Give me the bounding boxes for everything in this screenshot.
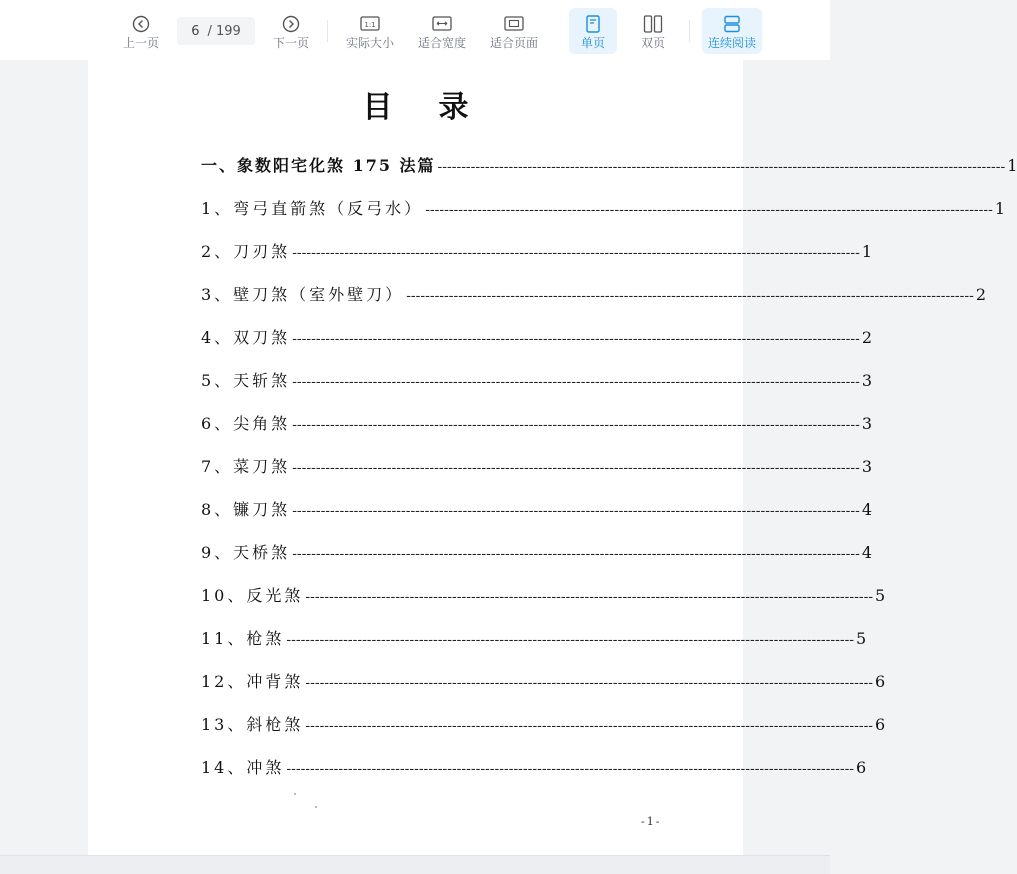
fit-page-icon (504, 14, 524, 34)
toc-entry-title: 12、冲背煞 (201, 672, 304, 691)
toc-entry[interactable] (201, 755, 867, 777)
toc-leader-dashes: ------------------------------------------------------------------------------------------------------------------------ (305, 675, 874, 691)
toolbar-divider (327, 20, 328, 42)
toc-leader-dashes: ------------------------------------------------------------------------------------------------------------------------ (292, 417, 860, 433)
toc-entry-title: 11、枪煞 (201, 629, 285, 648)
chevron-left-circle-icon (131, 14, 151, 34)
toc-leader-dashes: ------------------------------------------------------------------------------------------------------------------------ (286, 632, 855, 648)
toc-leader-dashes: ------------------------------------------------------------------------------------------------------------------------ (286, 761, 855, 777)
toc-leader-dashes: ------------------------------------------------------------------------------------------------------------------------ (406, 288, 974, 304)
toc-entry-page: 1 (1007, 156, 1017, 175)
toc-entry[interactable] (201, 669, 886, 691)
toc-entry-page: 1 (861, 242, 873, 261)
single-page-button[interactable] (569, 8, 617, 54)
toc-entry-page: 6 (875, 672, 886, 691)
toc-entry-title: 7、菜刀煞 (201, 457, 291, 476)
toc-entry-page: 3 (861, 457, 873, 476)
toc-entry[interactable] (201, 368, 873, 390)
total-pages: / 199 (207, 23, 241, 39)
continuous-reading-button[interactable] (702, 8, 762, 54)
page-number-input[interactable] (177, 17, 255, 45)
fit-width-label: 适合宽度 (417, 36, 466, 50)
toc-title: 目录 (362, 90, 515, 125)
prev-page-label: 上一页 (122, 36, 159, 50)
toc-entry[interactable] (201, 583, 886, 605)
toc-entry-title: 3、壁刀煞（室外壁刀） (201, 285, 405, 304)
toc-entry-title: 5、天斩煞 (201, 371, 291, 390)
reader-toolbar (0, 0, 830, 60)
toc-entry-page: 6 (856, 758, 867, 777)
toc-entry-page: 6 (875, 715, 886, 734)
toc-entry[interactable] (201, 239, 873, 261)
toc-entry[interactable] (201, 325, 873, 347)
toc-entry[interactable] (201, 497, 873, 519)
toc-entry[interactable] (201, 626, 867, 648)
toc-entry-title: 14、冲煞 (201, 758, 285, 777)
toc-leader-dashes: ------------------------------------------------------------------------------------------------------------------------ (292, 546, 860, 562)
toolbar-divider (689, 20, 690, 42)
toc-entry-title: 一、象数阳宅化煞 175 法篇 (201, 156, 436, 175)
toc-entry[interactable] (201, 282, 987, 304)
continuous-reading-label: 连续阅读 (707, 36, 756, 50)
fit-page-button[interactable] (486, 8, 542, 54)
chevron-right-circle-icon (281, 14, 301, 34)
scan-speck (294, 793, 296, 795)
toc-entry-title: 9、天桥煞 (201, 543, 291, 562)
toc-entry-page: 1 (994, 199, 1006, 218)
toc-entry-title: 13、斜枪煞 (201, 715, 304, 734)
toc-entry[interactable] (201, 540, 873, 562)
next-page-label: 下一页 (272, 36, 309, 50)
toc-entry-title: 8、镰刀煞 (201, 500, 291, 519)
fit-width-icon (432, 14, 452, 34)
toc-leader-dashes: ------------------------------------------------------------------------------------------------------------------------ (305, 718, 874, 734)
actual-size-icon-text: 1:1 (364, 21, 376, 29)
toc-entry[interactable] (201, 153, 1017, 175)
fit-page-label: 适合页面 (489, 36, 538, 50)
continuous-reading-icon (722, 14, 742, 34)
toc-entry-page: 5 (875, 586, 886, 605)
document-page (88, 60, 1017, 855)
fit-width-button[interactable] (414, 8, 470, 54)
toc-entry-title: 1、弯弓直箭煞（反弓水） (201, 199, 424, 218)
toc-entry-title: 10、反光煞 (201, 586, 304, 605)
scan-speck (315, 806, 317, 808)
toc-entry-page: 2 (975, 285, 987, 304)
toc-leader-dashes: ------------------------------------------------------------------------------------------------------------------------ (292, 245, 860, 261)
toc-entry-page: 2 (861, 328, 873, 347)
toc-entry-page: 5 (856, 629, 867, 648)
double-page-button[interactable] (630, 8, 676, 54)
toc-entry-page: 3 (861, 371, 873, 390)
toc-entry[interactable] (201, 454, 873, 476)
toc-leader-dashes: ------------------------------------------------------------------------------------------------------------------------ (437, 159, 1006, 175)
single-page-icon (583, 14, 603, 34)
page-footer-number: -1- (641, 815, 662, 828)
toc-leader-dashes: ------------------------------------------------------------------------------------------------------------------------ (305, 589, 874, 605)
toc-entry[interactable] (201, 712, 886, 734)
toc-leader-dashes: ------------------------------------------------------------------------------------------------------------------------ (292, 460, 860, 476)
actual-size-button[interactable] (342, 8, 398, 54)
single-page-label: 单页 (580, 36, 605, 50)
toc-entry[interactable] (201, 411, 873, 433)
toc-entry-title: 4、双刀煞 (201, 328, 291, 347)
toc-leader-dashes: ------------------------------------------------------------------------------------------------------------------------ (292, 374, 860, 390)
toc-leader-dashes: ------------------------------------------------------------------------------------------------------------------------ (292, 503, 860, 519)
toc-entry[interactable] (201, 196, 1006, 218)
next-page-button[interactable] (268, 8, 314, 54)
actual-size-icon (360, 14, 380, 34)
actual-size-label: 实际大小 (345, 36, 394, 50)
toc-leader-dashes: ------------------------------------------------------------------------------------------------------------------------ (425, 202, 993, 218)
toc-entry-page: 4 (861, 543, 873, 562)
toc-leader-dashes: ------------------------------------------------------------------------------------------------------------------------ (292, 331, 860, 347)
toc-entry-title: 6、尖角煞 (201, 414, 291, 433)
toc-entry-page: 4 (861, 500, 873, 519)
toc-entry-title: 2、刀刃煞 (201, 242, 291, 261)
double-page-label: 双页 (640, 36, 665, 50)
toc-entry-page: 3 (861, 414, 873, 433)
prev-page-button[interactable] (118, 8, 164, 54)
current-page[interactable]: 6 (191, 23, 200, 39)
double-page-icon (643, 14, 663, 34)
bottom-scroll-area (0, 855, 830, 874)
